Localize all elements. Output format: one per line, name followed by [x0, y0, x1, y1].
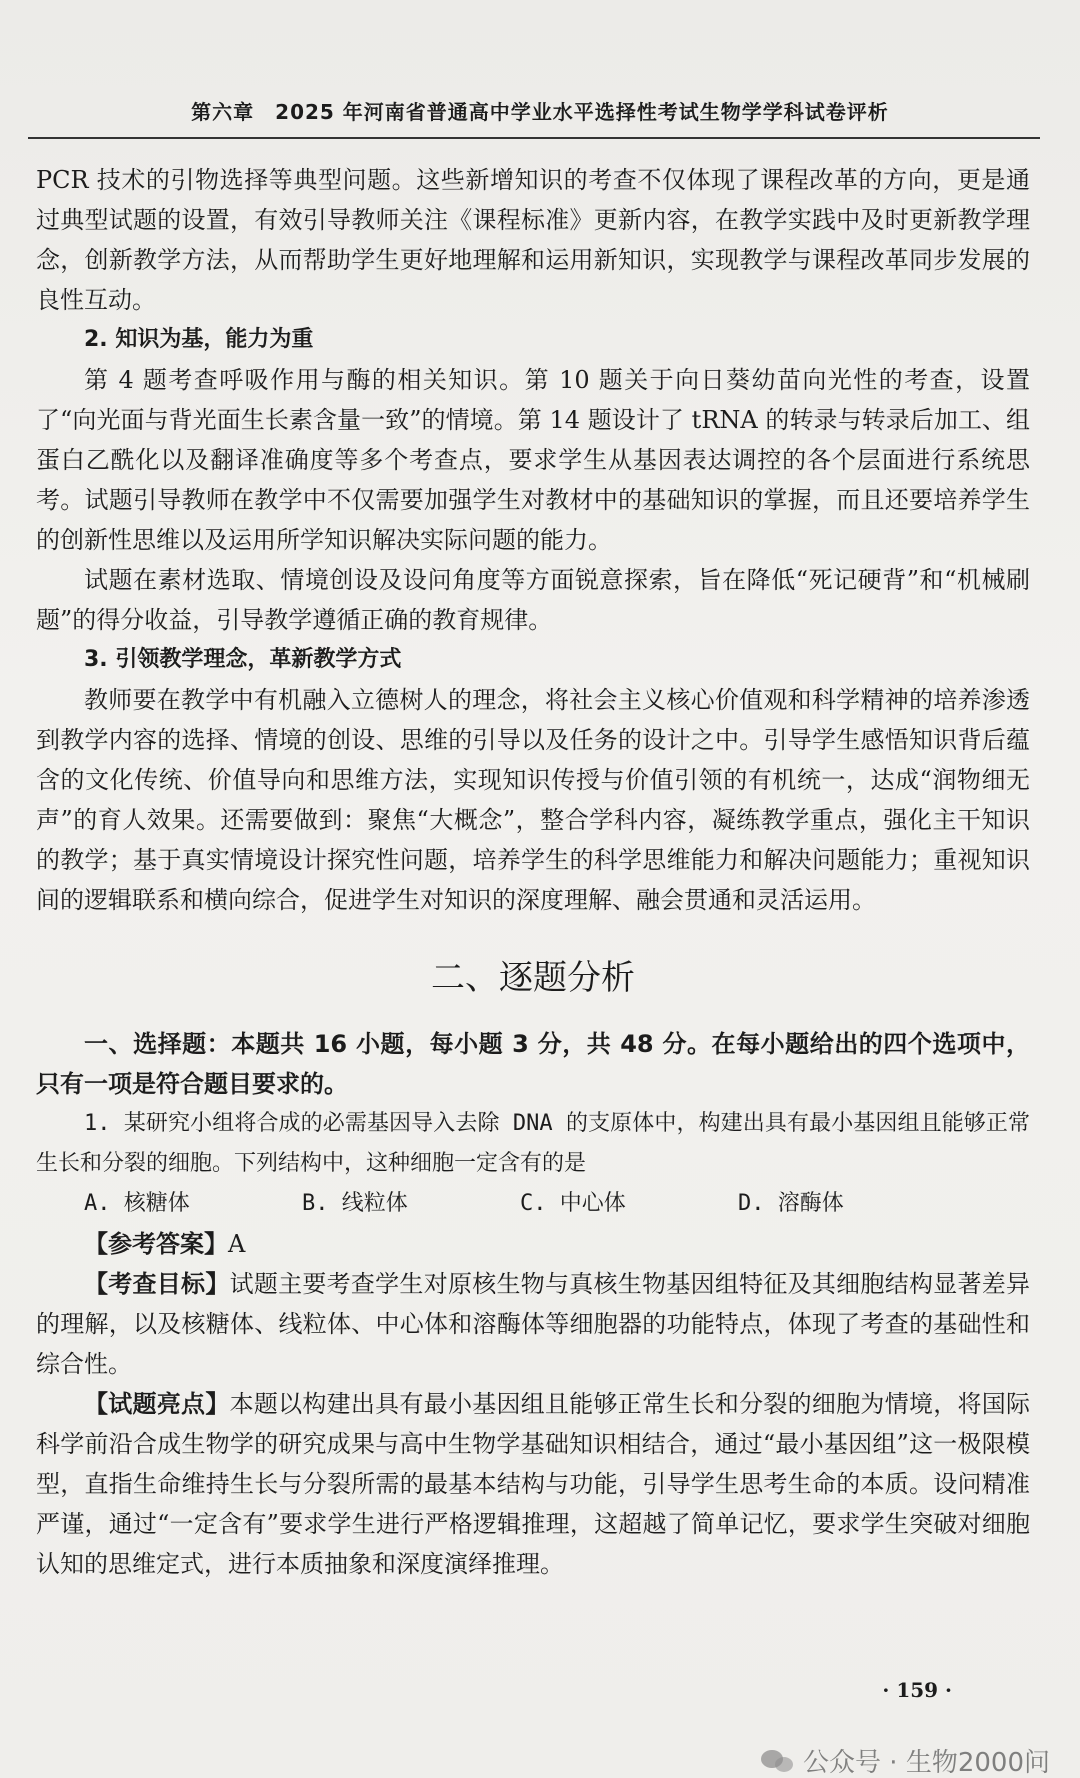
header-rule: [28, 137, 1040, 139]
subheading-3: 3. 引领教学理念，革新教学方式: [84, 647, 402, 672]
question-options: [36, 1184, 1030, 1224]
answer-tag: 【参考答案】: [84, 1230, 228, 1258]
highlight-text: 本题以构建出具有最小基因组且能够正常生长和分裂的细胞为情境，将国际科学前沿合成生物学的研究成果与高中生物学基础知识相结合，通过“最小基因组”这一极限模型，直指生命维持生长与分裂所需的最基本结构与功能，引导学生思考生命的本质。设问精准严谨，通过“一定含有”要求学生进行严格逻辑推理，这超越了简单记忆，要求学生突破对细胞认知的思维定式，进行本质抽象和深度演绎推理。: [36, 1390, 1031, 1578]
page-content: [36, 160, 1030, 1584]
paragraph-3: 试题在素材选取、情境创设及设问角度等方面锐意探索，旨在降低“死记硬背”和“机械刷题”的得分收益，引导教学遵循正确的教育规律。: [36, 566, 1030, 634]
wechat-icon: [761, 1748, 795, 1774]
section-intro: 一、选择题：本题共 16 小题，每小题 3 分，共 48 分。在每小题给出的四个选项中，只有一项是符合题目要求的。: [36, 1030, 1030, 1098]
option-a: A. 核糖体: [84, 1191, 190, 1216]
paragraph-1: PCR 技术的引物选择等典型问题。这些新增知识的考查不仅体现了课程改革的方向，更是通过典型试题的设置，有效引导教师关注《课程标准》更新内容，在教学实践中及时更新教学理念，创新教学方法，从而帮助学生更好地理解和运用新知识，实现教学与课程改革同步发展的良性互动。: [36, 166, 1030, 314]
highlight-paragraph: [36, 1384, 1030, 1584]
watermark-text: 公众号 · 生物2000问: [803, 1748, 1050, 1778]
section-title: 二、逐题分析: [431, 958, 635, 998]
subheading-2: 2. 知识为基，能力为重: [84, 327, 314, 352]
option-b: B. 线粒体: [302, 1191, 408, 1216]
goal-text: 试题主要考查学生对原核生物与真核生物基因组特征及其细胞结构显著差异的理解，以及核糖体、线粒体、中心体和溶酶体等细胞器的功能特点，体现了考查的基础性和综合性。: [36, 1270, 1031, 1378]
paragraph-4: 教师要在教学中有机融入立德树人的理念，将社会主义核心价值观和科学精神的培养渗透到教学内容的选择、情境的创设、思维的引导以及任务的设计之中。引导学生感悟知识背后蕴含的文化传统、价值导向和思维方法，实现知识传授与价值引领的有机统一，达成“润物细无声”的育人效果。还需要做到：聚焦“大概念”，整合学科内容，凝练教学重点，强化主干知识的教学；基于真实情境设计探究性问题，培养学生的科学思维能力和解决问题能力；重视知识间的逻辑联系和横向综合，促进学生对知识的深度理解、融会贯通和灵活运用。: [36, 686, 1030, 914]
option-d: D. 溶酶体: [738, 1191, 844, 1216]
option-c: C. 中心体: [520, 1191, 626, 1216]
answer-value: A: [228, 1230, 246, 1258]
watermark: [761, 1742, 1050, 1778]
answer-line: [36, 1224, 1030, 1264]
goal-paragraph: [36, 1264, 1030, 1384]
highlight-tag: 【试题亮点】: [84, 1390, 230, 1418]
paragraph-2: 第 4 题考查呼吸作用与酶的相关知识。第 10 题关于向日葵幼苗向光性的考查，设置了“向光面与背光面生长素含量一致”的情境。第 14 题设计了 tRNA 的转录与转录后加工、组蛋白乙酰化以及翻译准确度等多个考查点，要求学生从基因表达调控的各个层面进行系统思考。试题引导教师在教学中不仅需要加强学生对教材中的基础知识的掌握，而且还要培养学生的创新性思维以及运用所学知识解决实际问题的能力。: [36, 366, 1030, 554]
question-stem: 1. 某研究小组将合成的必需基因导入去除 DNA 的支原体中，构建出具有最小基因组且能够正常生长和分裂的细胞。下列结构中，这种细胞一定含有的是: [36, 1111, 1030, 1176]
goal-tag: 【考查目标】: [84, 1270, 230, 1298]
chapter-header: 第六章 2025 年河南省普通高中学业水平选择性考试生物学学科试卷评析: [191, 100, 889, 124]
page-number: · 159 ·: [882, 1678, 952, 1702]
